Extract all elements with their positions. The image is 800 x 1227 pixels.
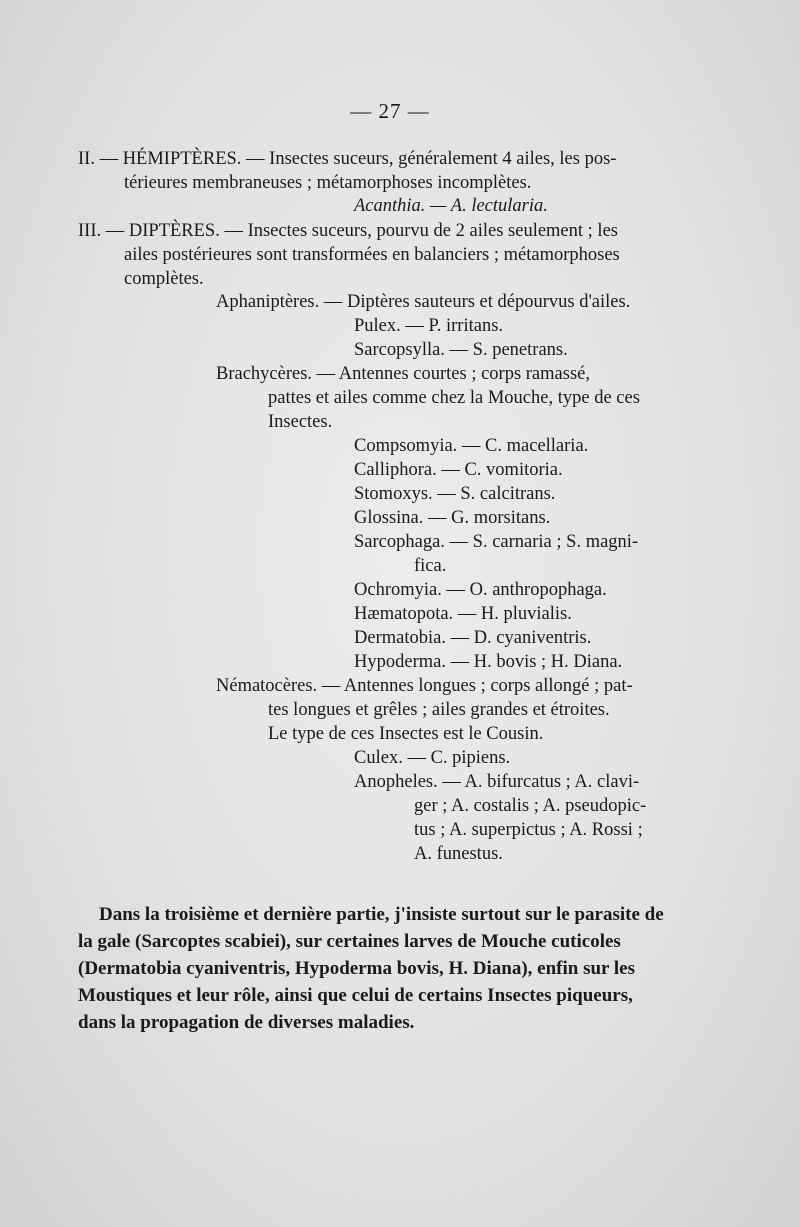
- text-line: tes longues et grêles ; ailes grandes et étroites.: [268, 700, 610, 720]
- paragraph-line: Dans la troisième et dernière partie, j'insiste surtout sur le parasite de: [99, 904, 664, 925]
- text-line: Anopheles. — A. bifurcatus ; A. clavi-: [354, 772, 640, 792]
- text-line: Le type de ces Insectes est le Cousin.: [268, 724, 544, 744]
- text-line: Nématocères. — Antennes longues ; corps allongé ; pat-: [216, 676, 633, 696]
- text-line: A. funestus.: [414, 844, 503, 864]
- paragraph-line: (Dermatobia cyaniventris, Hypoderma bovis, H. Diana), enfin sur les: [78, 958, 635, 979]
- text-line: Insectes.: [268, 412, 333, 432]
- text-line: Stomoxys. — S. calcitrans.: [354, 484, 556, 504]
- text-line: Ochromyia. — O. anthropophaga.: [354, 580, 607, 600]
- text-line: ailes postérieures sont transformées en balanciers ; métamorphoses: [124, 245, 620, 265]
- text-line: fica.: [414, 556, 447, 576]
- text-line: Brachycères. — Antennes courtes ; corps ramassé,: [216, 364, 590, 384]
- text-line: Aphaniptères. — Diptères sauteurs et dépourvus d'ailes.: [216, 292, 631, 312]
- text-line: Calliphora. — C. vomitoria.: [354, 460, 563, 480]
- text-line: complètes.: [124, 269, 204, 289]
- text-line: tus ; A. superpictus ; A. Rossi ;: [414, 820, 643, 840]
- paragraph-line: Moustiques et leur rôle, ainsi que celui de certains Insectes piqueurs,: [78, 985, 633, 1006]
- text-line: ger ; A. costalis ; A. pseudopic-: [414, 796, 647, 816]
- page-number: — 27 —: [350, 99, 430, 123]
- text-line: Dermatobia. — D. cyaniventris.: [354, 628, 592, 648]
- text-line: Acanthia. — A. lectularia.: [354, 196, 548, 216]
- text-line: Glossina. — G. morsitans.: [354, 508, 551, 528]
- text-line: térieures membraneuses ; métamorphoses incomplètes.: [124, 173, 532, 193]
- text-line: II. — HÉMIPTÈRES. — Insectes suceurs, généralement 4 ailes, les pos-: [78, 149, 617, 169]
- text-line: Compsomyia. — C. macellaria.: [354, 436, 589, 456]
- text-line: Hæmatopota. — H. pluvialis.: [354, 604, 572, 624]
- text-line: pattes et ailes comme chez la Mouche, type de ces: [268, 388, 640, 408]
- paragraph-line: la gale (Sarcoptes scabiei), sur certaines larves de Mouche cuticoles: [78, 931, 621, 952]
- text-line: Pulex. — P. irritans.: [354, 316, 504, 336]
- text-line: III. — DIPTÈRES. — Insectes suceurs, pourvu de 2 ailes seulement ; les: [78, 221, 618, 241]
- text-line: Hypoderma. — H. bovis ; H. Diana.: [354, 652, 623, 672]
- paragraph-line: dans la propagation de diverses maladies.: [78, 1012, 415, 1033]
- text-line: Sarcopsylla. — S. penetrans.: [354, 340, 568, 360]
- text-line: Culex. — C. pipiens.: [354, 748, 511, 768]
- text-line: Sarcophaga. — S. carnaria ; S. magni-: [354, 532, 639, 552]
